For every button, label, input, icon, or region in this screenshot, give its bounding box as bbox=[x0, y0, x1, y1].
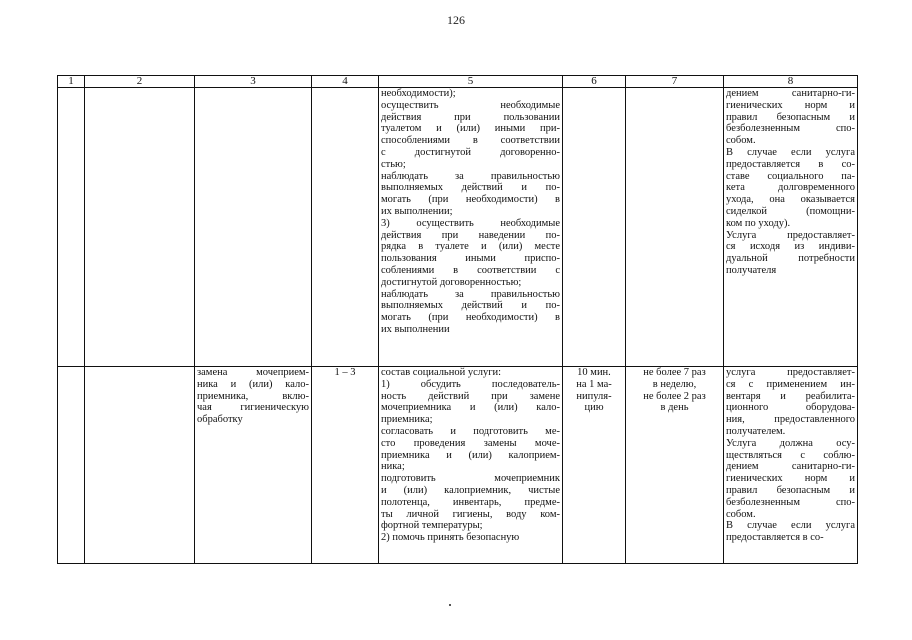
column-number-header-row bbox=[58, 76, 858, 88]
table-row bbox=[58, 88, 858, 367]
cell-col1 bbox=[58, 367, 85, 564]
cell-text-line: гиенических норм и bbox=[726, 99, 855, 111]
cell-text-line: соблениями в соответствии с bbox=[381, 264, 560, 276]
cell-service-code: 1 – 3 bbox=[312, 367, 379, 564]
cell-text-line: ся исходя из индиви- bbox=[726, 241, 855, 253]
cell-service-name bbox=[195, 367, 312, 564]
cell-text-line: действия при пользовании bbox=[381, 111, 560, 123]
cell-text-line: ставе социального па- bbox=[726, 170, 855, 182]
cell-text-line: обработку bbox=[197, 414, 243, 426]
services-table bbox=[57, 75, 858, 564]
cell-text-line: сто проведения замены моче- bbox=[381, 437, 560, 449]
cell-text-line: собом. bbox=[726, 508, 756, 520]
cell-text-line: В случае если услуга bbox=[726, 520, 855, 532]
column-header-4: 4 bbox=[312, 76, 379, 88]
cell-text-line: в неделю, bbox=[652, 378, 697, 390]
cell-text-line: подготовить мочеприемник bbox=[381, 473, 560, 485]
cell-text-line: кета долговременного bbox=[726, 182, 855, 194]
cell-text-line: выполняемых действий и по- bbox=[381, 300, 560, 312]
cell-text-line: предоставляется в со- bbox=[726, 158, 855, 170]
cell-duration bbox=[563, 88, 626, 367]
cell-text-line: могать (при необходимости) в bbox=[381, 312, 560, 324]
cell-text-line: выполняемых действий и по- bbox=[381, 182, 560, 194]
cell-text-line: ком по уходу). bbox=[726, 217, 791, 229]
cell-frequency bbox=[626, 88, 724, 367]
cell-service-content bbox=[379, 367, 563, 564]
cell-text-line: 1) обсудить последователь- bbox=[381, 378, 560, 390]
cell-text-line: наблюдать за правильностью bbox=[381, 288, 560, 300]
cell-text-line: с достигнутой договоренно- bbox=[381, 146, 560, 158]
cell-text-line: ты личной гигиены, воду ком- bbox=[381, 508, 560, 520]
cell-text-line: наблюдать за правильностью bbox=[381, 170, 560, 182]
cell-text-line: сиделкой (помощни- bbox=[726, 205, 855, 217]
cell-text-line: цию bbox=[584, 402, 604, 414]
cell-text-line: в день bbox=[660, 402, 689, 414]
cell-text-line: ника; bbox=[381, 461, 405, 473]
cell-text-line: правил безопасным и bbox=[726, 111, 855, 123]
cell-text-line: ность действий при замене bbox=[381, 390, 560, 402]
cell-col2 bbox=[85, 88, 195, 367]
cell-conditions bbox=[724, 367, 858, 564]
cell-text-line: Услуга должна осу- bbox=[726, 437, 855, 449]
cell-text-line: предоставляется в со- bbox=[726, 532, 824, 544]
column-header-8: 8 bbox=[724, 76, 858, 88]
cell-text-line: могать (при необходимости) в bbox=[381, 194, 560, 206]
cell-text-line: ционного оборудова- bbox=[726, 402, 855, 414]
cell-text-line: услуга предоставляет- bbox=[726, 367, 855, 378]
column-header-6: 6 bbox=[563, 76, 626, 88]
cell-text-line: пользования иными приспо- bbox=[381, 253, 560, 265]
cell-text-line: нипуля- bbox=[576, 390, 612, 402]
cell-text-line: способлениями в соответствии bbox=[381, 135, 560, 147]
cell-text-line: 3) осуществить необходимые bbox=[381, 217, 560, 229]
cell-text-line: туалетом и (или) иными при- bbox=[381, 123, 560, 135]
cell-text-line: правил безопасным и bbox=[726, 484, 855, 496]
cell-service-name bbox=[195, 88, 312, 367]
cell-text-line: рядка в туалете и (или) месте bbox=[381, 241, 560, 253]
column-header-2: 2 bbox=[85, 76, 195, 88]
cell-text-line: необходимости); bbox=[381, 88, 456, 99]
cell-text-line: ника и (или) кало- bbox=[197, 378, 309, 390]
cell-text-line: приемника; bbox=[381, 414, 433, 426]
scan-speck bbox=[449, 604, 451, 606]
cell-text-line: 10 мин. bbox=[577, 367, 611, 378]
cell-text-line: В случае если услуга bbox=[726, 146, 855, 158]
cell-text-line: их выполнении bbox=[381, 323, 450, 335]
cell-text-line: полотенца, инвентарь, предме- bbox=[381, 496, 560, 508]
cell-text-line: осуществить необходимые bbox=[381, 99, 560, 111]
cell-text-line: замена мочеприем- bbox=[197, 367, 309, 378]
cell-text-line: и (или) калоприемник, чистые bbox=[381, 484, 560, 496]
column-header-5: 5 bbox=[379, 76, 563, 88]
cell-text-line: на 1 ма- bbox=[576, 378, 612, 390]
cell-text-line: действия при наведении по- bbox=[381, 229, 560, 241]
cell-col2 bbox=[85, 367, 195, 564]
column-header-1: 1 bbox=[58, 76, 85, 88]
column-header-7: 7 bbox=[626, 76, 724, 88]
cell-text-line: чая гигиеническую bbox=[197, 402, 309, 414]
cell-text-line: согласовать и подготовить ме- bbox=[381, 425, 560, 437]
cell-text-line: не более 7 раз bbox=[643, 367, 706, 378]
cell-text-line: состав социальной услуги: bbox=[381, 367, 502, 378]
page-number: 126 bbox=[447, 13, 465, 27]
cell-text-line: дением санитарно-ги- bbox=[726, 88, 855, 99]
cell-text-line: дением санитарно-ги- bbox=[726, 461, 855, 473]
cell-text-line: Услуга предоставляет- bbox=[726, 229, 855, 241]
cell-text-line: достигнутой договоренностью; bbox=[381, 276, 522, 288]
cell-service-content bbox=[379, 88, 563, 367]
cell-conditions bbox=[724, 88, 858, 367]
cell-text-line: стью; bbox=[381, 158, 406, 170]
cell-text-line: получателя bbox=[726, 264, 777, 276]
cell-text-line: их выполнении; bbox=[381, 205, 453, 217]
cell-text-line: безболезненным спо- bbox=[726, 496, 855, 508]
cell-text-line: гиенических норм и bbox=[726, 473, 855, 485]
column-header-3: 3 bbox=[195, 76, 312, 88]
cell-text-line: ществляться с соблю- bbox=[726, 449, 855, 461]
cell-text-line: дуальной потребности bbox=[726, 253, 855, 265]
cell-frequency bbox=[626, 367, 724, 564]
cell-text-line: ся с применением ин- bbox=[726, 378, 855, 390]
cell-text-line: безболезненным спо- bbox=[726, 123, 855, 135]
table-row bbox=[58, 367, 858, 564]
cell-text-line: приемника и (или) калоприем- bbox=[381, 449, 560, 461]
cell-text-line: вентаря и реабилита- bbox=[726, 390, 855, 402]
cell-text-line: не более 2 раз bbox=[643, 390, 706, 402]
cell-service-code bbox=[312, 88, 379, 367]
cell-text-line: собом. bbox=[726, 135, 756, 147]
cell-text-line: получателем. bbox=[726, 425, 786, 437]
cell-text-line: 2) помочь принять безопасную bbox=[381, 532, 520, 544]
cell-text-line: ния, предоставленного bbox=[726, 414, 855, 426]
cell-text-line: приемника, вклю- bbox=[197, 390, 309, 402]
cell-text-line: мочеприемника и (или) кало- bbox=[381, 402, 560, 414]
cell-text-line: ухода, она оказывается bbox=[726, 194, 855, 206]
cell-duration bbox=[563, 367, 626, 564]
cell-col1 bbox=[58, 88, 85, 367]
cell-text-line: фортной температуры; bbox=[381, 520, 483, 532]
